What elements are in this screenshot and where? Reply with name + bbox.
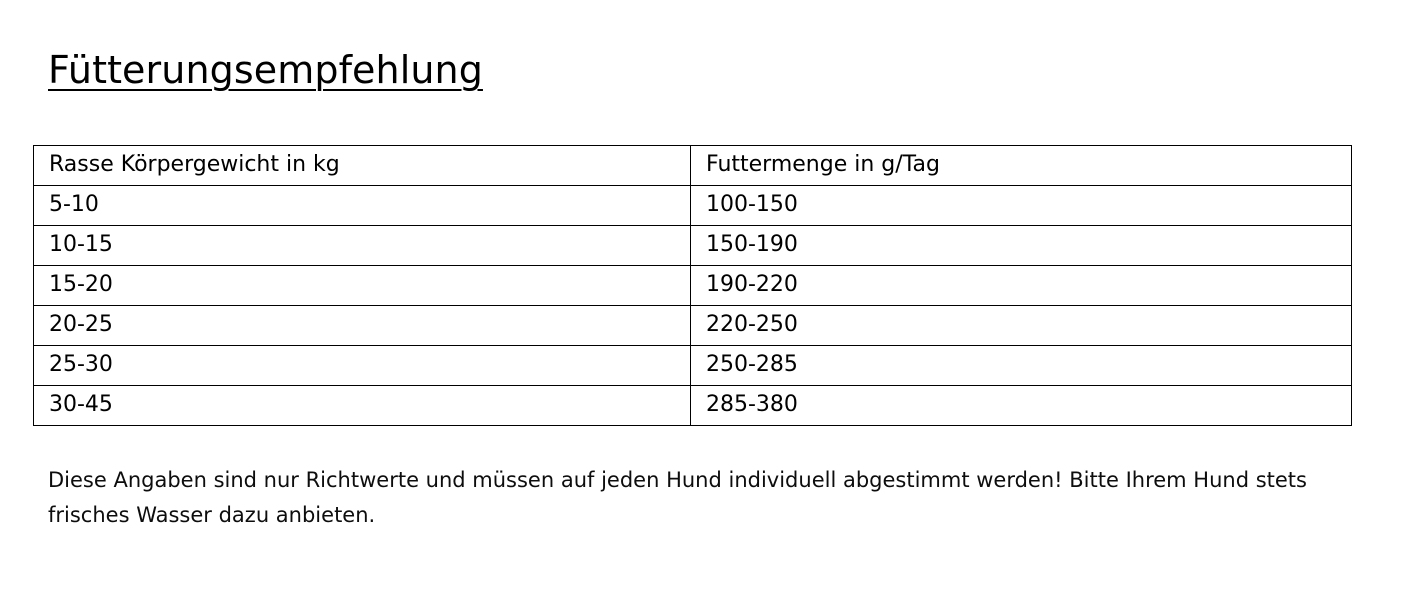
column-header-food-amount: Futtermenge in g/Tag [691,146,1352,186]
column-header-bodyweight: Rasse Körpergewicht in kg [34,146,691,186]
table-row [34,226,1352,266]
cell-bodyweight: 25-30 [34,346,691,386]
table-row [34,266,1352,306]
table-header-row [34,146,1352,186]
cell-bodyweight: 15-20 [34,266,691,306]
table-row [34,306,1352,346]
table-row [34,346,1352,386]
cell-food-amount: 285-380 [691,386,1352,426]
cell-food-amount: 190-220 [691,266,1352,306]
table-row [34,186,1352,226]
cell-food-amount: 220-250 [691,306,1352,346]
feeding-recommendation-table [33,145,1352,426]
cell-food-amount: 150-190 [691,226,1352,266]
cell-food-amount: 100-150 [691,186,1352,226]
cell-food-amount: 250-285 [691,346,1352,386]
cell-bodyweight: 20-25 [34,306,691,346]
cell-bodyweight: 5-10 [34,186,691,226]
disclaimer-note: Diese Angaben sind nur Richtwerte und müssen auf jeden Hund individuell abgestimmt werden! Bitte Ihrem Hund stets frisches Wasser dazu anbieten. [48,468,1307,527]
table-row [34,386,1352,426]
cell-bodyweight: 10-15 [34,226,691,266]
page-title: Fütterungsempfehlung [48,48,483,92]
cell-bodyweight: 30-45 [34,386,691,426]
